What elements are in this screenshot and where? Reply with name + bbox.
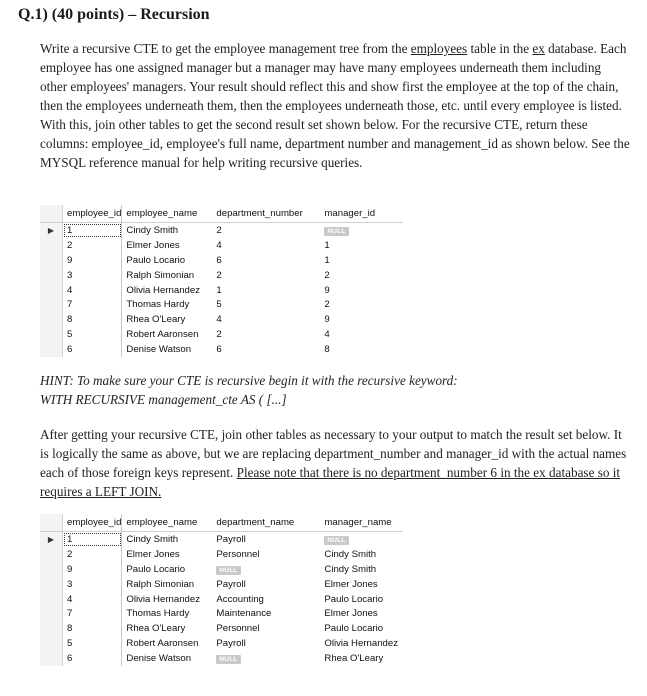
table-cell[interactable]: 8	[63, 621, 122, 636]
table-row[interactable]	[40, 636, 403, 651]
employees-table-ref: employees	[410, 41, 468, 56]
column-header[interactable]: department_number	[212, 205, 320, 223]
row-indicator[interactable]	[40, 268, 63, 283]
row-indicator[interactable]	[40, 327, 63, 342]
table-cell[interactable]: 4	[216, 239, 222, 251]
table-cell[interactable]: 2	[216, 269, 222, 281]
table-cell[interactable]: 6	[63, 651, 122, 666]
grid-header-row	[40, 514, 403, 532]
table-cell[interactable]: 1	[63, 223, 122, 238]
table-cell[interactable]: Payroll	[216, 578, 246, 590]
table-cell[interactable]: Elmer Jones	[324, 608, 378, 620]
table-cell[interactable]: Paulo Locario	[126, 563, 186, 575]
table-cell[interactable]: Accounting	[216, 593, 264, 605]
table-cell[interactable]: 2	[324, 299, 330, 311]
table-row[interactable]	[40, 312, 403, 327]
table-row[interactable]	[40, 532, 403, 547]
table-cell[interactable]: Elmer Jones	[324, 578, 378, 590]
table-cell[interactable]: 6	[216, 254, 222, 266]
table-cell[interactable]: Rhea O'Leary	[324, 653, 384, 665]
null-badge: NULL	[216, 566, 240, 575]
table-cell[interactable]: 6	[63, 342, 122, 357]
table-row[interactable]	[40, 562, 403, 577]
column-header[interactable]: employee_name	[122, 205, 213, 223]
table-cell[interactable]: Olivia Hernandez	[126, 593, 200, 605]
table-row[interactable]	[40, 547, 403, 562]
row-indicator[interactable]	[40, 547, 63, 562]
table-cell[interactable]: 3	[63, 268, 122, 283]
join-instructions-paragraph: After getting your recursive CTE, join other tables as necessary to your output to match the result set below. It is logically the same as above, but we are replacing department_number and manager_id with the actual names each of those foreign keys represent. Please note that there is no department_number 6 in the ex database so it requires a LEFT JOIN.	[40, 427, 627, 499]
table-cell[interactable]: Denise Watson	[126, 653, 192, 665]
table-row[interactable]	[40, 621, 403, 636]
table-cell[interactable]: 5	[63, 327, 122, 342]
result-grid-1	[40, 205, 403, 357]
table-cell[interactable]: Robert Aaronsen	[126, 638, 199, 650]
null-badge: NULL	[324, 227, 348, 236]
table-cell[interactable]: 8	[324, 344, 330, 356]
table-row[interactable]	[40, 651, 403, 666]
table-cell[interactable]: Olivia Hernandez	[324, 638, 398, 650]
table-row[interactable]	[40, 253, 403, 268]
row-indicator[interactable]	[40, 283, 63, 298]
table-row[interactable]	[40, 297, 403, 312]
table-cell[interactable]: Paulo Locario	[126, 254, 186, 266]
row-indicator[interactable]	[40, 253, 63, 268]
table-cell[interactable]	[212, 651, 320, 666]
instructions-paragraph: Write a recursive CTE to get the employee management tree from the employees table in the ex database. Each employee has one assigned manager but a manager may have many employees underneath them including other employees' managers. Your result should reflect this and show first the employee at the top of the chain, then the employees underneath them, then the employees underneath those, etc. until every employee is listed. With this, join other tables to get the second result set shown below. For the recursive CTE, return these columns: employee_id, employee's full name, department number and management_id as shown below. See the MYSQL reference manual for help writing recursive queries.	[40, 41, 630, 170]
table-cell[interactable]: Paulo Locario	[324, 593, 384, 605]
row-indicator[interactable]	[40, 606, 63, 621]
table-cell[interactable]: Paulo Locario	[324, 623, 384, 635]
question-heading: Q.1) (40 points) – Recursion	[18, 6, 210, 23]
table-cell[interactable]: 2	[63, 238, 122, 253]
hint-note	[40, 372, 630, 409]
table-row[interactable]	[40, 223, 403, 238]
table-cell[interactable]: Personnel	[216, 623, 260, 635]
ex-database-ref: ex	[532, 41, 545, 56]
table-cell[interactable]: Denise Watson	[126, 344, 192, 356]
table-cell[interactable]: 2	[216, 224, 222, 236]
table-cell[interactable]	[212, 562, 320, 577]
table-cell[interactable]: 9	[63, 562, 122, 577]
table-row[interactable]	[40, 577, 403, 592]
table-cell[interactable]: Cindy Smith	[126, 224, 179, 236]
table-cell[interactable]: 2	[63, 547, 122, 562]
table-cell[interactable]: 4	[63, 592, 122, 607]
table-row[interactable]	[40, 327, 403, 342]
row-indicator[interactable]	[40, 312, 63, 327]
table-cell[interactable]: Cindy Smith	[324, 563, 377, 575]
row-indicator[interactable]	[40, 621, 63, 636]
table-cell[interactable]: Ralph Simonian	[126, 269, 195, 281]
row-indicator[interactable]	[40, 636, 63, 651]
table-row[interactable]	[40, 592, 403, 607]
hint-line: HINT: To make sure your CTE is recursive begin it with the recursive keyword:	[40, 373, 458, 388]
table-cell[interactable]: 9	[63, 253, 122, 268]
table-row[interactable]	[40, 268, 403, 283]
table-cell[interactable]: Cindy Smith	[126, 533, 179, 545]
table-cell[interactable]: 3	[63, 577, 122, 592]
left-join-note: Please note that there is no department_number 6 in the ex database so it requires a LEFT JOIN.	[40, 465, 621, 499]
table-cell[interactable]: 5	[216, 299, 222, 311]
row-indicator[interactable]	[40, 562, 63, 577]
table-cell[interactable]: Cindy Smith	[324, 548, 377, 560]
table-cell[interactable]: 4	[324, 329, 330, 341]
column-header[interactable]: department_name	[212, 514, 320, 532]
table-cell[interactable]: 4	[63, 283, 122, 298]
column-header[interactable]: employee_id	[63, 205, 122, 223]
row-indicator[interactable]	[40, 651, 63, 666]
hint-line: WITH RECURSIVE management_cte AS ( [...]	[40, 391, 287, 407]
table-cell[interactable]: 9	[324, 314, 330, 326]
row-indicator[interactable]	[40, 577, 63, 592]
row-indicator[interactable]	[40, 297, 63, 312]
table-cell[interactable]: 4	[216, 314, 222, 326]
row-indicator[interactable]: ▶	[40, 532, 63, 547]
table-cell[interactable]: 1	[216, 284, 222, 296]
table-cell[interactable]: Payroll	[216, 533, 246, 545]
table-cell[interactable]: 9	[324, 284, 330, 296]
row-indicator[interactable]	[40, 238, 63, 253]
result-grid-2	[40, 514, 403, 666]
table-cell[interactable]: 2	[324, 269, 330, 281]
table-cell[interactable]: Elmer Jones	[126, 548, 180, 560]
row-indicator[interactable]	[40, 342, 63, 357]
table-cell[interactable]: Personnel	[216, 548, 260, 560]
table-cell[interactable]: Olivia Hernandez	[126, 284, 200, 296]
row-indicator-header	[40, 205, 63, 223]
column-header[interactable]: manager_name	[320, 514, 403, 532]
table-cell[interactable]	[320, 532, 403, 547]
table-cell[interactable]: 7	[63, 297, 122, 312]
table-cell[interactable]: 2	[216, 329, 222, 341]
table-cell[interactable]: Thomas Hardy	[126, 299, 190, 311]
table-cell[interactable]: Elmer Jones	[126, 239, 180, 251]
table-cell[interactable]: 1	[63, 532, 122, 547]
table-cell[interactable]: Maintenance	[216, 608, 272, 620]
table-cell[interactable]: 5	[63, 636, 122, 651]
table-cell[interactable]: Rhea O'Leary	[126, 314, 186, 326]
table-cell[interactable]: 6	[216, 344, 222, 356]
table-cell[interactable]: Robert Aaronsen	[126, 329, 199, 341]
table-cell[interactable]: 8	[63, 312, 122, 327]
null-badge: NULL	[216, 655, 240, 664]
row-indicator[interactable]: ▶	[40, 223, 63, 238]
table-cell[interactable]: Thomas Hardy	[126, 608, 190, 620]
table-cell[interactable]: 1	[324, 254, 330, 266]
table-cell[interactable]: Rhea O'Leary	[126, 623, 186, 635]
table-cell[interactable]: 7	[63, 606, 122, 621]
null-badge: NULL	[324, 536, 348, 545]
row-indicator[interactable]	[40, 592, 63, 607]
grid-header-row	[40, 205, 403, 223]
table-row[interactable]	[40, 283, 403, 298]
table-row[interactable]	[40, 238, 403, 253]
table-cell[interactable]: Ralph Simonian	[126, 578, 195, 590]
column-header[interactable]: manager_id	[320, 205, 403, 223]
column-header[interactable]: employee_id	[63, 514, 122, 532]
table-row[interactable]	[40, 606, 403, 621]
table-cell[interactable]	[320, 223, 403, 238]
column-header[interactable]: employee_name	[122, 514, 213, 532]
row-indicator-header	[40, 514, 63, 532]
table-row[interactable]	[40, 342, 403, 357]
table-cell[interactable]: 1	[324, 239, 330, 251]
table-cell[interactable]: Payroll	[216, 638, 246, 650]
